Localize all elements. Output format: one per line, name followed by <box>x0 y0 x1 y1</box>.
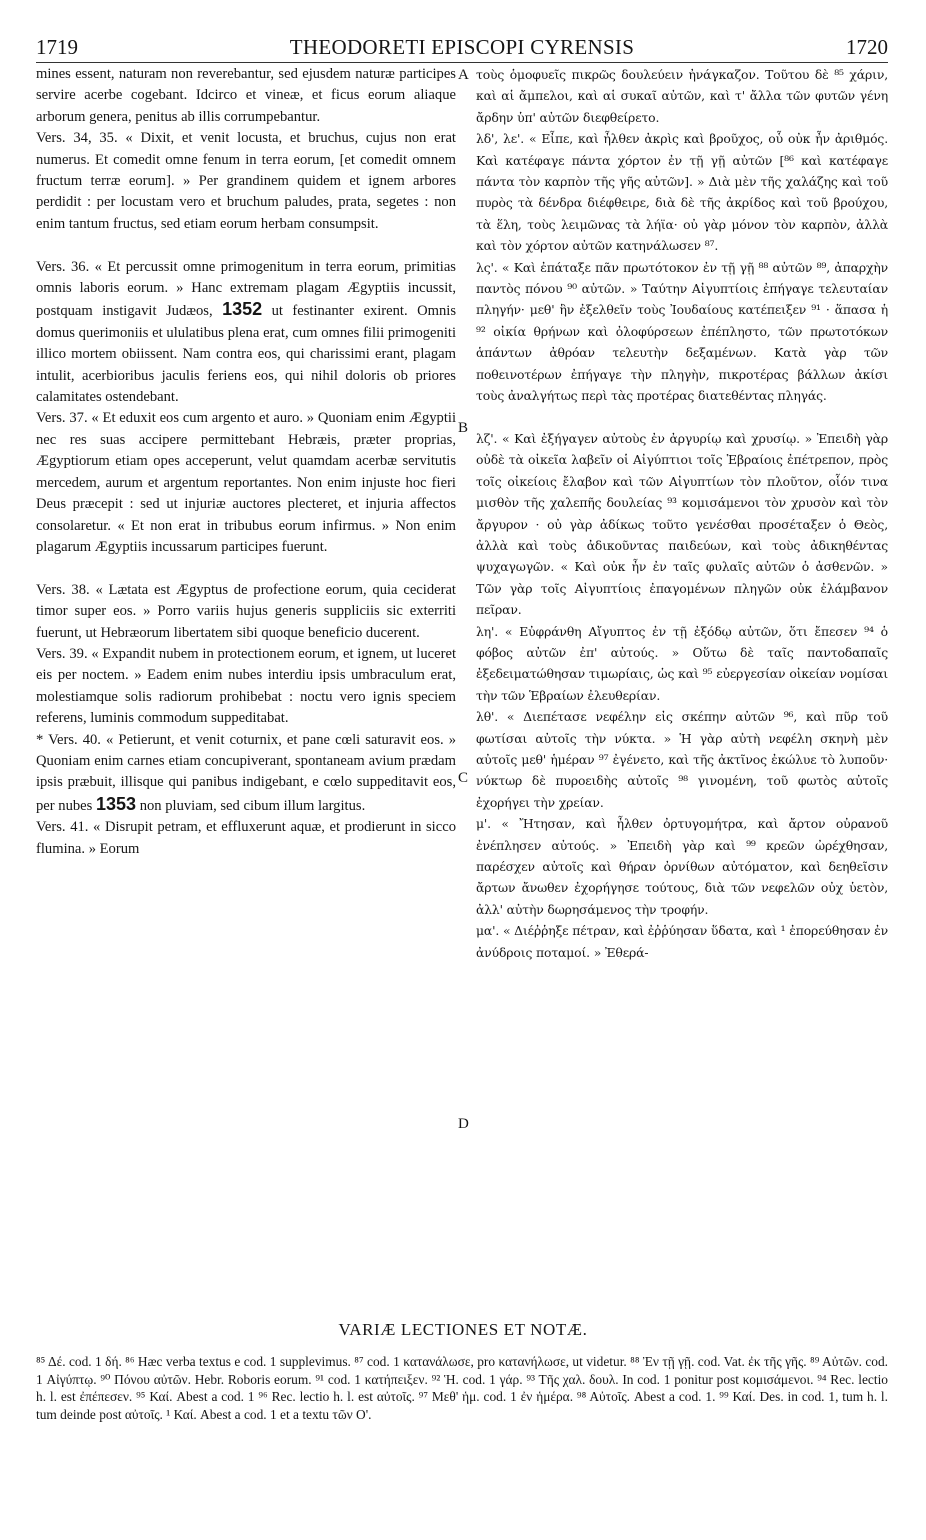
header-rule <box>36 62 888 63</box>
section-marker-d: D <box>458 1116 469 1132</box>
latin-paragraph <box>36 257 456 409</box>
latin-paragraph: Vers. 41. « Disrupit petram, et effluxerunt aquæ, et prodierunt in sicco flumina. » Eorum <box>36 819 456 857</box>
notes-text: ⁸⁵ Δέ. cod. 1 δή. ⁸⁶ Hæc verba textus e cod. 1 supplevimus. ⁸⁷ cod. 1 κατανάλωσε, pro κατανήλωσε, ut videtur. ⁸⁸ Ἐν τῇ γῇ. cod. Vat. ἐκ τῆς γῆς. ⁸⁹ Αὐτῶν. cod. 1 Αἰγύπτῳ. ⁹⁰ Πόνου αὐτῶν. Hebr. Roboris eorum. ⁹¹ cod. 1 κατήπειξεν. ⁹² Ἡ. cod. 1 γάρ. ⁹³ Τῆς χαλ. δουλ. In cod. 1 ponitur post κομισάμενοι. ⁹⁴ Rec. lectio h. l. est ἐπέπεσεν. ⁹⁵ Καί. Abest a cod. 1 ⁹⁶ Rec. lectio h. l. est αὐτοῖς. ⁹⁷ Μεθ' ἡμ. cod. 1 ἐν ἡμέρα. ⁹⁸ Αὐτοῖς. Abest a cod. 1. ⁹⁹ Καί. Des. in cod. 1, tum h. l. tum deinde post αὐτοῖς. ¹ Καί. Abest a cod. 1 et a textu τῶν Ο'. <box>36 1354 888 1422</box>
paragraph-gap <box>36 235 456 256</box>
greek-paragraph: λη'. « Εὐφράνθη Αἴγυπτος ἐν τῇ ἐξόδῳ αὐτῶν, ὅτι ἔπεσεν ⁹⁴ ὁ φόβος αὐτῶν ἐπ' αὐτούς. » Οὕτω δὲ ταῖς παντοδαπαῖς ἐξεδειματώθησαν τιμωρίαις, ὡς καὶ ⁹⁵ εὐεργεσίαν οἰκείαν νομίσαι τὴν τῶν Ἑβραίων ἐλευθερίαν. <box>476 623 888 703</box>
notes-block <box>36 1353 888 1423</box>
section-marker-c: C <box>458 770 469 786</box>
running-title: THEODORETI EPISCOPI CYRENSIS <box>289 35 635 59</box>
latin-paragraph: Vers. 37. « Et eduxit eos cum argento et auro. » Quoniam enim Ægyptii nec res suas accipere permittebant Hebræis, præter proprias, Ægyptiorum etiam opes acceperunt, velut quamdam acerbæ servitutis mercedem, aurum et argentum reportantes. Non enim injuste hoc fieri Deus præcepit : sed ut injuriæ auctores plecteret, et injuria affectos consolaretur. « Et non erat in tribubus eorum infirmus. » Non enim plagarum Ægyptiis incussarum participes fuerunt. <box>36 410 456 555</box>
latin-text: ut festinanter exirent. Omnis domus querimoniis et ululatibus plena erat, cum omnes filii primogeniti illico mortem obiissent. Nam contra eos, qui charissimi erant, plagam intulit, acerbioribus jaculis feriens eos, qui nihil doloris ob priores calamitates ostendebant. <box>36 303 457 406</box>
column-number: 1353 <box>96 793 137 814</box>
latin-column <box>36 64 456 860</box>
latin-text: * Vers. 40. « Petierunt, et venit coturnix, et pane cœli saturavit eos. » Quoniam enim carnes etiam concupiverant, spontaneam avium prædam ipsis præbuit, illisque qui panibus indigebant, e cœlo suppeditavit eos, per nubes <box>36 731 456 814</box>
page-number-left: 1719 <box>36 35 78 59</box>
paragraph-gap <box>36 558 456 579</box>
latin-text: non pluviam, sed cibum illum largitus. <box>139 797 366 814</box>
latin-text: Vers. 36. « Et percussit omne primogenitum in terra eorum, primitias omnis laboris eorum. » Hanc extremam plagam Ægyptiis incussit, postquam instigavit Judæos, <box>36 258 456 320</box>
latin-paragraph <box>36 730 456 818</box>
notes-title: VARIÆ LECTIONES ET NOTÆ. <box>338 1320 588 1339</box>
latin-paragraph: mines essent, naturam non reverebantur, sed ejusdem naturæ participes servire acerbe cogebant. Idcirco et vineæ, et ficus eorum aliaque arborum genera, penitus ab illis corrumpebantur. <box>36 66 456 125</box>
greek-paragraph: λς'. « Καὶ ἐπάταξε πᾶν πρωτότοκον ἐν τῇ γῇ ⁸⁸ αὐτῶν ⁸⁹, ἀπαρχὴν παντὸς πόνου ⁹⁰ αὐτῶν. » Ταύτην Αἰγυπτίοις ἐπήγαγε τελευταίαν πληγήν· μεθ' ἣν ἐξελθεῖν τοὺς Ἰουδαίους κατέπειξεν ⁹¹ · ἅπασα ἡ ⁹² οἰκία θρήνων καὶ ὀλοφύρσεων ἐπέπληστο, τῶν πρωτοτόκων ἁπάντων ἀθρόαν τελευτὴν δεξαμένων. Κατὰ γὰρ τῶν ποθεινοτέρων ἐπήγαγε τὴν πληγὴν, πικροτέρας βάλλων ἀκίσι τοὺς ἀναλγήτως περὶ τὰς προτέρας διατεθέντας πληγάς. <box>476 259 888 404</box>
column-number: 1352 <box>222 299 263 320</box>
greek-paragraph: λθ'. « Διεπέτασε νεφέλην εἰς σκέπην αὐτῶν ⁹⁶, καὶ πῦρ τοῦ φωτίσαι αὐτοῖς τὴν νύκτα. » Ἡ γὰρ αὐτὴ νεφέλη σκηνὴ μὲν αὐτοῖς μεθ' ἡμέραν ⁹⁷ ἐγένετο, καὶ τῆς ἀκτῖνος ἐκώλυε τὸ λυποῦν· νύκτωρ δὲ πυροειδὴς αὐτοῖς ⁹⁸ γινομένη, τοῦ φωτὸς αὐτοῖς ἐχορήγει τὴν χρείαν. <box>476 709 888 810</box>
greek-paragraph: μα'. « Διέῤῥηξε πέτραν, καὶ ἐῤῥύησαν ὕδατα, καὶ ¹ ἐπορεύθησαν ἐν ἀνύδροις ποταμοί. » Ἐθερά- <box>476 923 889 960</box>
greek-paragraph: μ'. « Ἤτησαν, καὶ ἦλθεν ὀρτυγομήτρα, καὶ ἄρτον οὐρανοῦ ἐνέπλησεν αὐτούς. » Ἐπειδὴ γὰρ καὶ ⁹⁹ κρεῶν ὠρέχθησαν, παρέσχεν αὐτοῖς καὶ θήραν ὀρνίθων αὐτόματον, καὶ δεηθεῖσιν ἄρτων ἄνωθεν ἐχορήγησε τούτους, διὰ τῶν νεφελῶν οὐχ ὑετὸν, ἀλλ' αὐτὴν δωρησάμενος τὴν τροφήν. <box>476 816 888 917</box>
latin-paragraph: Vers. 34, 35. « Dixit, et venit locusta, et bruchus, cujus non erat numerus. Et comedit omne fenum in terra eorum, [et comedit omnem fructum terræ eorum]. » Per grandinem quidem et ignem arbores perdidit : per locustam vero et bruchum paludes, prata, segetes : non enim tantum fructus, sed etiam eorum herbam consumpsit. <box>36 130 456 232</box>
paragraph-gap <box>476 407 888 428</box>
greek-paragraph: τοὺς ὁμοφυεῖς πικρῶς δουλεύειν ἠνάγκαζον. Τοῦτου δὲ ⁸⁵ χάριν, καὶ αἱ ἄμπελοι, καὶ αἱ συκαῖ αὐτῶν, καὶ τ' ἄλλα τῶν φυτῶν γένη ἄρδην ὑπ' αὐτῶν διεφθείρετο. <box>476 67 888 125</box>
greek-column <box>476 64 888 963</box>
greek-paragraph: λδ', λε'. « Εἶπε, καὶ ἦλθεν ἀκρὶς καὶ βροῦχος, οὗ οὐκ ἦν ἀριθμός. Καὶ κατέφαγε πάντα χόρτον ἐν τῇ γῇ αὐτῶν [⁸⁶ καὶ κατέφαγε πάντα τὸν καρπὸν τῆς γῆς αὐτῶν]. » Διὰ μὲν τῆς χαλάζης καὶ τοῦ πυρὸς τὰ δένδρα διέφθειρε, διὰ δὲ τῆς ἀκρίδος καὶ τοῦ βρούχου, τὰ ἕλη, τοὺς λειμῶνας τὰ λήϊα· οὐ γὰρ μόνον τὸν καρπὸν, ἀλλὰ καὶ τὸν χόρτον αὐτῶν κατηνάλωσεν ⁸⁷. <box>476 131 888 254</box>
page-number-right: 1720 <box>846 35 888 59</box>
running-header <box>36 34 888 62</box>
greek-paragraph: λζ'. « Καὶ ἐξήγαγεν αὐτοὺς ἐν ἀργυρίῳ καὶ χρυσίῳ. » Ἐπειδὴ γὰρ οὐδὲ τὰ οἰκεῖα λαβεῖν οἱ Αἰγύπτιοι τοῖς Ἑβραίοις ἐπέτρεπον, πρὸς τοῖς οἰκείοις ἔλαβον καὶ τῶν Αἰγυπτίων τὸν πλοῦτον, οἷόν τινα μισθὸν τῆς χαλεπῆς δουλείας ⁹³ κομισάμενοι τὸν χρυσὸν καὶ τὸν ἄργυρον · οὐ γὰρ ἀδίκως τοῦτο γενέσθαι προσέταξεν ὁ Θεὸς, ἀλλὰ καὶ τοὺς ἀδικοῦντας παιδεύων, καὶ τοὺς ἀδικηθέντας ψυχαγωγῶν. « Καὶ οὐκ ἦν ἐν ταῖς φυλαῖς αὐτῶν ὁ ἀσθενῶν. » Τῶν γὰρ τοῖς Αἰγυπτίοις ἐπαγομένων πληγῶν οὐκ ἐλάμβανον πεῖραν. <box>476 430 888 618</box>
latin-paragraph: Vers. 39. « Expandit nubem in protectionem eorum, et ignem, ut luceret eis per noctem. » Eadem enim nubes interdiu ipsis umbraculum erat, molestiamque solis radiorum prohibebat : noctu vero ignis speciem referens, luminis commodum suppeditabat. <box>36 645 456 727</box>
latin-paragraph: Vers. 38. « Lætata est Ægyptus de profectione eorum, quia ceciderat timor super eos. » Porro variis hujus generis suppliciis sic exterriti fuerunt, ut Hebræorum libertatem sibi quoque beneficio ducerent. <box>36 581 456 641</box>
section-marker-a: A <box>458 67 469 83</box>
section-marker-b: B <box>458 420 469 436</box>
